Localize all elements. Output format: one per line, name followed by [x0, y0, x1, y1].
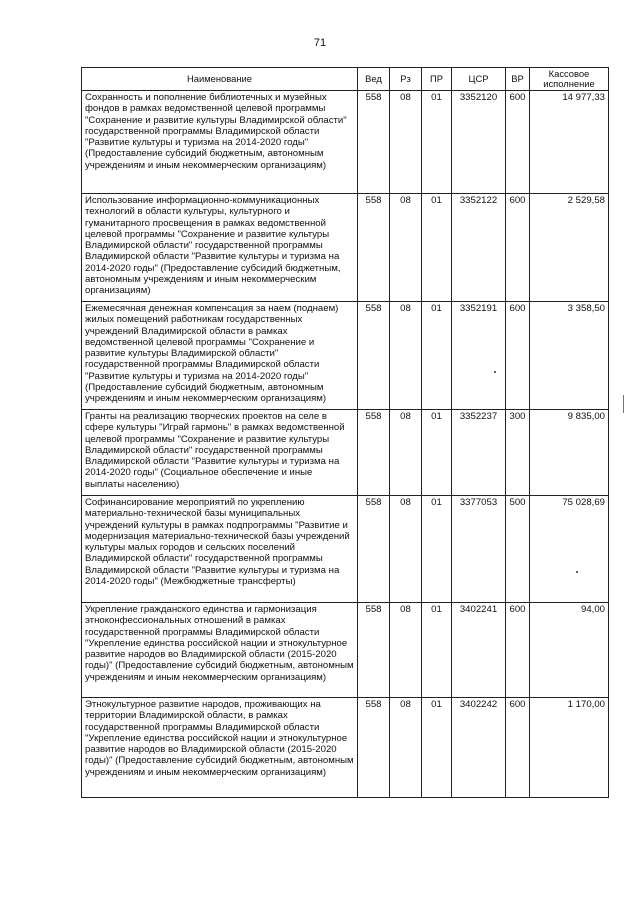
row-name: Ежемесячная денежная компенсация за наем (поднаем) жилых помещений работникам государственных учреждений Владимирской области в рамках ведомственной целевой программы "Сохранение и развитие культуры Владимирской области" государственной программы Владимирской области "Развитие культуры и туризма на 2014-2020 годы" (Предоставление субсидий бюджетным, автономным учреждениям и иным некоммерческим организациям) — [82, 302, 358, 410]
table-row — [82, 302, 609, 410]
row-rz: 08 — [390, 496, 422, 603]
row-csr: 3377053 — [452, 496, 506, 603]
header-rz: Рз — [390, 68, 422, 91]
row-amount: 2 529,58 — [530, 194, 609, 302]
budget-table — [81, 67, 609, 798]
row-vr: 600 — [506, 603, 530, 698]
row-pr: 01 — [422, 496, 452, 603]
row-amount: 94,00 — [530, 603, 609, 698]
row-ved: 558 — [358, 410, 390, 496]
row-csr: 3352237 — [452, 410, 506, 496]
row-pr: 01 — [422, 410, 452, 496]
table-row — [82, 91, 609, 194]
row-name: Этнокультурное развитие народов, проживающих на территории Владимирской области, в рамках государственной программы Владимирской области "Укрепление единства российской нации и этнокультурное развитие народов во Владимирской области (2015-2020 годы)" (Предоставление субсидий бюджетным, автономным учреждениям и иным некоммерческим организациям) — [82, 698, 358, 798]
row-pr: 01 — [422, 194, 452, 302]
row-vr: 600 — [506, 194, 530, 302]
row-vr: 300 — [506, 410, 530, 496]
scan-speck — [576, 571, 578, 573]
row-rz: 08 — [390, 91, 422, 194]
row-vr: 600 — [506, 302, 530, 410]
page-number: 71 — [313, 37, 327, 49]
row-rz: 08 — [390, 698, 422, 798]
header-kassa: Кассовое исполнение — [530, 68, 609, 91]
table-row — [82, 194, 609, 302]
table-row — [82, 698, 609, 798]
header-ved: Вед — [358, 68, 390, 91]
row-name: Сохранность и пополнение библиотечных и музейных фондов в рамках ведомственной целевой программы "Сохранение и развитие культуры Владимирской области" государственной программы Владимирской области "Развитие культуры и туризма на 2014-2020 годы" (Предоставление субсидий бюджетным, автономным учреждениям и иным некоммерческим организациям) — [82, 91, 358, 194]
row-csr: 3352120 — [452, 91, 506, 194]
row-name: Софинансирование мероприятий по укреплению материально-технической базы муниципальных учреждений культуры в рамках подпрограммы "Развитие и модернизация материально-технической базы учреждений культуры малых городов и сельских поселений Владимирской области" государственной программы Владимирской области "Развитие культуры и туризма на 2014-2020 годы" (Межбюджетные трансферты) — [82, 496, 358, 603]
table-row — [82, 496, 609, 603]
row-vr: 600 — [506, 91, 530, 194]
scan-margin-mark — [623, 395, 632, 413]
row-ved: 558 — [358, 496, 390, 603]
row-name: Укрепление гражданского единства и гармонизация этноконфессиональных отношений в рамках государственной программы Владимирской области "Укрепление единства российской нации и этнокультурное развитие народов во Владимирской области (2015-2020 годы)" (Предоставление субсидий бюджетным, автономным учреждениям и иным некоммерческим организациям) — [82, 603, 358, 698]
table-row — [82, 603, 609, 698]
row-csr: 3402242 — [452, 698, 506, 798]
row-ved: 558 — [358, 698, 390, 798]
table-header-row — [82, 68, 609, 91]
row-amount: 3 358,50 — [530, 302, 609, 410]
row-rz: 08 — [390, 410, 422, 496]
row-pr: 01 — [422, 302, 452, 410]
row-pr: 01 — [422, 603, 452, 698]
header-vr: ВР — [506, 68, 530, 91]
row-rz: 08 — [390, 603, 422, 698]
row-ved: 558 — [358, 91, 390, 194]
row-amount: 9 835,00 — [530, 410, 609, 496]
row-ved: 558 — [358, 194, 390, 302]
header-csr: ЦСР — [452, 68, 506, 91]
row-amount: 1 170,00 — [530, 698, 609, 798]
row-pr: 01 — [422, 698, 452, 798]
table-row — [82, 410, 609, 496]
row-csr: 3352122 — [452, 194, 506, 302]
header-name: Наименование — [82, 68, 358, 91]
row-csr: 3402241 — [452, 603, 506, 698]
row-name: Гранты на реализацию творческих проектов на селе в сфере культуры "Играй гармонь" в рамках ведомственной целевой программы "Сохранение и развитие культуры Владимирской области" государственной программы Владимирской области "Развитие культуры и туризма на 2014-2020 годы" (Социальное обеспечение и иные выплаты населению) — [82, 410, 358, 496]
row-vr: 600 — [506, 698, 530, 798]
row-ved: 558 — [358, 603, 390, 698]
row-ved: 558 — [358, 302, 390, 410]
row-amount: 75 028,69 — [530, 496, 609, 603]
row-rz: 08 — [390, 302, 422, 410]
row-amount: 14 977,33 — [530, 91, 609, 194]
row-vr: 500 — [506, 496, 530, 603]
header-pr: ПР — [422, 68, 452, 91]
row-pr: 01 — [422, 91, 452, 194]
row-name: Использование информационно-коммуникационных технологий в области культуры, культурного и гуманитарного просвещения в рамках ведомственной целевой программы "Сохранение и развитие культуры Владимирской области" государственной программы Владимирской области "Развитие культуры и туризма на 2014-2020 годы" (Предоставление субсидий бюджетным, автономным учреждениям и иным некоммерческим организациям) — [82, 194, 358, 302]
row-csr: 3352191 — [452, 302, 506, 410]
row-rz: 08 — [390, 194, 422, 302]
scan-speck — [494, 371, 496, 373]
